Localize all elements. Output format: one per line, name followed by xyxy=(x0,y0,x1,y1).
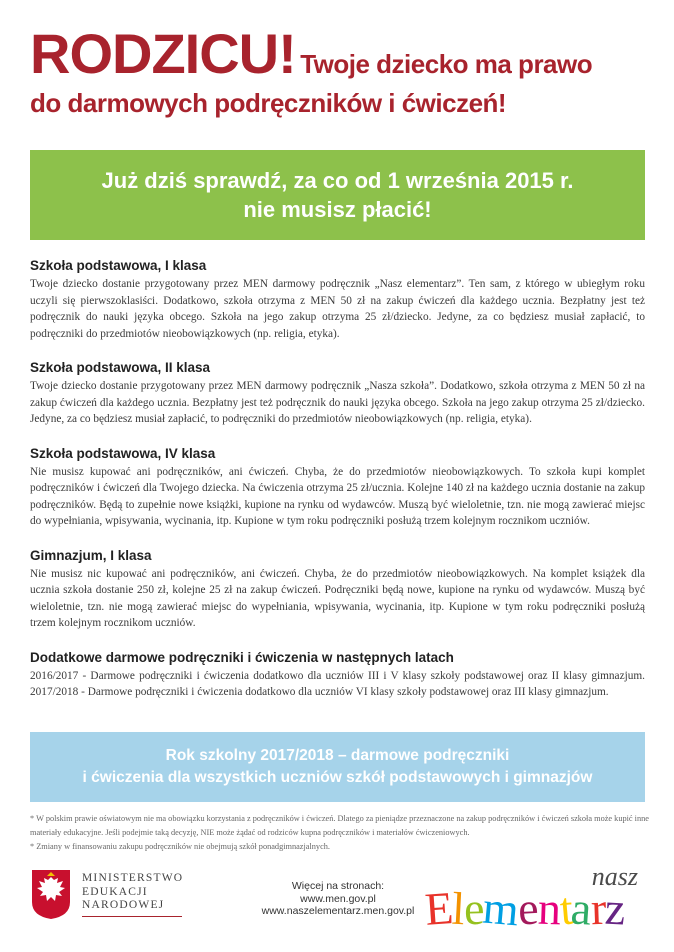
section-text: Nie musisz nic kupować ani podręczników, ani ćwiczeń. Chyba, że do przedmiotów nieobowiązkowych. Na komplet książek dla ucznia szkoła dostanie 250 zł, kolejne 25 zł na zakup ćwiczeń. Podręczniki będą nowe, kupione na rynku od wydawców. Muszą być wieloletnie, tzn. nie mogą zawierać miejsc do wypełniania, wpisywania, wycinania, itp. Kupione w tym roku podręczniki posłużą trzem kolejnym rocznikom uczniów. xyxy=(30,567,645,629)
logo-letter: z xyxy=(603,882,626,935)
logo-letter: n xyxy=(536,882,561,935)
ministry-logo xyxy=(30,868,183,920)
section-text: Twoje dziecko dostanie przygotowany przez MEN darmowy podręcznik „Nasza szkoła”. Dodatkowo, szkoła otrzyma z MEN 50 zł na zakup ćwiczeń dla każdego ucznia. Bezpłatny jest też podręcznik do nauki języka obcego. Szkoła na jego zakup otrzyma 25 zł/dziecko. Jedyne, za co będziesz musiał zapłacić, to podręczniki do przedmiotów nieobowiązkowych (np. religia, etyka). xyxy=(30,380,645,425)
section-title: Szkoła podstawowa, II klasa xyxy=(30,360,211,375)
section-title: Gimnazjum, I klasa xyxy=(30,547,152,563)
poster-headline xyxy=(30,22,650,118)
blue-banner xyxy=(30,732,645,802)
section-gimnazjum-1 xyxy=(30,548,645,632)
link-naszelementarz[interactable]: www.naszelementarz.men.gov.pl xyxy=(261,905,415,917)
logo-letter: r xyxy=(589,882,606,935)
footnote-1: * W polskim prawie oświatowym nie ma obowiązku korzystania z podręczników i ćwiczeń. Dlatego za pieniądze przeznaczone na zakup podręczników i ćwiczeń szkoła może kupić inne materiały edukacyjne. Jeśli podejmie taką decyzję, NIE może żądać od rodziców kupna podręczników i materiałów ćwiczeniowych. xyxy=(30,814,649,837)
blue-banner-line1: Rok szkolny 2017/2018 – darmowe podręczniki xyxy=(165,747,510,764)
green-banner xyxy=(30,150,645,240)
more-info xyxy=(233,880,443,918)
nasz-elementarz-logo xyxy=(423,862,650,936)
footer xyxy=(30,862,650,938)
link-men[interactable]: www.men.gov.pl xyxy=(300,892,376,905)
section-grade-2 xyxy=(30,360,645,428)
section-grade-4 xyxy=(30,446,645,530)
logo-letter: e xyxy=(516,882,539,935)
logo-letter: t xyxy=(557,882,574,935)
ministry-line3: NARODOWEJ xyxy=(82,899,165,911)
headline-line2: do darmowych podręczników i ćwiczeń! xyxy=(30,88,507,118)
logo-letter: a xyxy=(569,882,593,935)
info-sections xyxy=(30,258,645,719)
logo-letter: e xyxy=(463,882,485,935)
section-grade-1 xyxy=(30,258,645,342)
footnotes xyxy=(30,812,650,854)
logo-letter: l xyxy=(450,882,466,935)
section-text: 2016/2017 - Darmowe podręczniki i ćwiczenia dodatkowo dla uczniów III i V klasy szkoły podstawowej oraz II klasy gimnazjum. 2017/2018 - Darmowe podręczniki i ćwiczenia dodatkowo dla uczniów VI klasy szkoły podstawowej oraz III klasy gimnazjum. xyxy=(30,669,645,698)
green-banner-line1: Już dziś sprawdź, za co od 1 września 2015 r. xyxy=(101,168,574,193)
ministry-line1: MINISTERSTWO xyxy=(82,872,184,884)
polish-eagle-icon xyxy=(30,868,72,920)
logo-elementarz xyxy=(425,882,624,935)
logo-letter: E xyxy=(423,882,454,935)
ministry-name xyxy=(82,872,183,917)
headline-line1-rest: Twoje dziecko ma prawo xyxy=(300,49,593,79)
more-label: Więcej na stronach: xyxy=(291,880,385,892)
ministry-line2: EDUKACJI xyxy=(82,885,148,898)
section-next-years xyxy=(30,650,645,701)
section-title: Szkoła podstawowa, I klasa xyxy=(30,258,207,273)
green-banner-line2: nie musisz płacić! xyxy=(243,197,432,222)
ministry-rule xyxy=(82,916,182,917)
section-title: Szkoła podstawowa, IV klasa xyxy=(30,445,216,461)
footnote-2: * Zmiany w finansowaniu zakupu podręczników nie obejmują szkół ponadgimnazjalnych. xyxy=(30,842,330,851)
blue-banner-line2: i ćwiczenia dla wszystkich uczniów szkół podstawowych i gimnazjów xyxy=(82,769,593,786)
headline-rodzicu: RODZICU! xyxy=(30,22,296,85)
logo-nasz: nasz xyxy=(591,862,638,891)
logo-letter: m xyxy=(481,881,521,936)
section-text: Nie musisz kupować ani podręczników, ani ćwiczeń. Chyba, że do przedmiotów nieobowiązkowych. To szkoła kupi komplet podręczników i ćwiczeń dla Twojego dziecka. Na ćwiczenia otrzyma 25 zł/ucznia. Kolejne 140 zł na każdego ucznia dostanie na zakup podręczników. Będą to zupełnie nowe książki, kupione na rynku od wydawców. Muszą być wieloletnie, tzn. nie mogą zawierać miejsc do wypełniania, wpisywania, wycinania, itp. Kupione w tym roku podręczniki posłużą trzem kolejnym rocznikom uczniów. xyxy=(30,465,645,527)
section-title: Dodatkowe darmowe podręczniki i ćwiczenia w następnych latach xyxy=(30,649,454,665)
section-text: Twoje dziecko dostanie przygotowany przez MEN darmowy podręcznik „Nasz elementarz”. Ten sam, z którego w ubiegłym roku uczyli się pierwszoklasiści. Dodatkowo, szkoła otrzyma z MEN 50 zł na zakup ćwiczeń dla każdego ucznia. Bezpłatny jest też podręcznik do nauki języka obcego. Szkoła na jego zakup otrzyma 25 zł/dziecko. Jedyne, za co będziesz musiał zapłacić, to podręczniki do przedmiotów nieobowiązkowych (np. religia, etyka). xyxy=(30,278,645,340)
